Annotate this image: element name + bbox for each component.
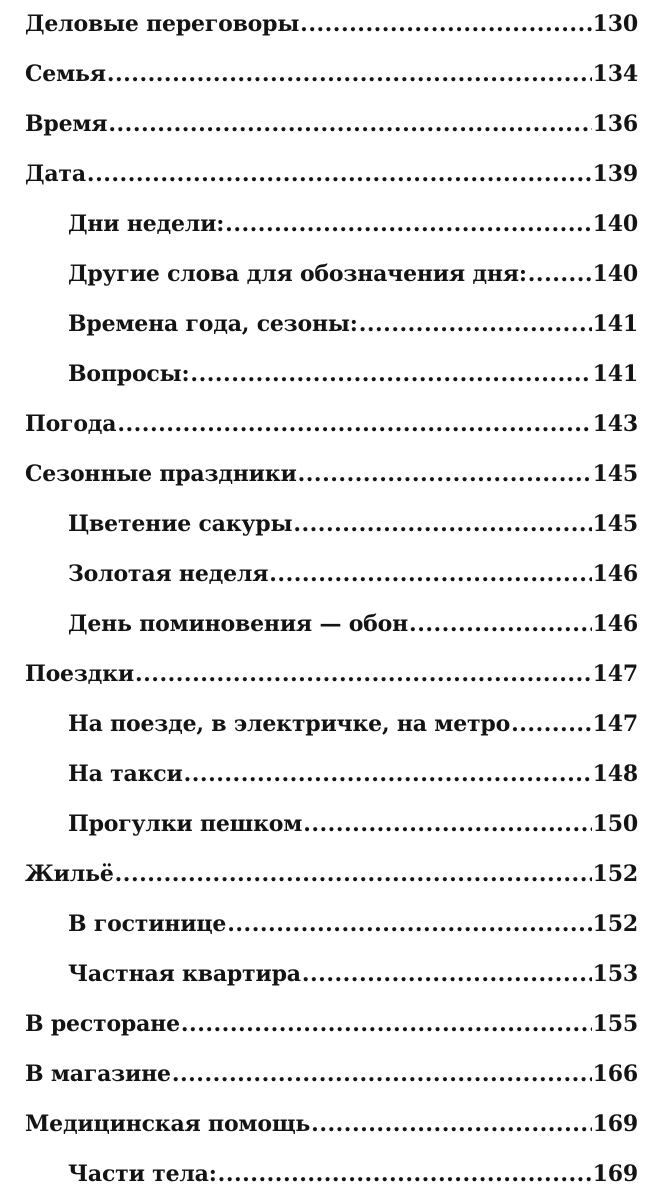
dot-leader — [302, 954, 592, 994]
toc-subentry — [0, 554, 658, 604]
toc-entry — [0, 4, 658, 54]
toc-entry-page: 147 — [592, 711, 638, 737]
toc-entry-page: 153 — [592, 961, 638, 987]
toc-entry — [0, 404, 658, 454]
dot-leader — [303, 804, 591, 844]
dot-leader — [225, 204, 592, 244]
toc-subentry — [0, 704, 658, 754]
toc-entry-title: На поезде, в электричке, на метро — [68, 711, 511, 737]
toc-subentry — [0, 204, 658, 254]
dot-leader — [359, 304, 592, 344]
toc-entry-page: 143 — [592, 411, 638, 437]
toc-entry-page: 152 — [592, 911, 638, 937]
dot-leader — [269, 554, 591, 594]
toc-entry-page: 169 — [592, 1161, 638, 1187]
toc-subentry — [0, 954, 658, 1004]
toc-entry — [0, 454, 658, 504]
toc-entry-title: Деловые переговоры — [25, 11, 300, 37]
toc-entry — [0, 1104, 658, 1154]
toc-entry-title: Частная квартира — [68, 961, 301, 987]
toc-entry — [0, 654, 658, 704]
dot-leader — [108, 104, 591, 144]
dot-leader — [218, 1154, 592, 1194]
toc-entry-title: На такси — [68, 761, 183, 787]
toc-entry-title: День поминовения — обон — [68, 611, 409, 637]
toc-entry-title: Жильё — [25, 861, 114, 887]
toc-entry-page: 134 — [592, 61, 638, 87]
toc-entry-title: Сезонные праздники — [25, 461, 297, 487]
toc-entry-page: 146 — [592, 611, 638, 637]
dot-leader — [190, 354, 591, 394]
toc-entry-title: Прогулки пешком — [68, 811, 303, 837]
toc-entry — [0, 1004, 658, 1054]
toc-entry-page: 148 — [592, 761, 638, 787]
toc-entry-title: Вопросы: — [68, 361, 190, 387]
toc-subentry — [0, 804, 658, 854]
toc-entry — [0, 854, 658, 904]
toc-entry-page: 140 — [592, 261, 638, 287]
toc-entry-page: 140 — [592, 211, 638, 237]
toc-subentry — [0, 604, 658, 654]
toc-entry-title: Медицинская помощь — [25, 1111, 311, 1137]
dot-leader — [107, 54, 592, 94]
toc-entry-title: Время — [25, 111, 108, 137]
toc-entry-page: 166 — [592, 1061, 638, 1087]
dot-leader — [311, 1104, 592, 1144]
toc-subentry — [0, 254, 658, 304]
toc-subentry — [0, 504, 658, 554]
toc-subentry — [0, 354, 658, 404]
toc-subentry — [0, 1154, 658, 1204]
toc-entry-page: 130 — [592, 11, 638, 37]
toc-entry-page: 139 — [592, 161, 638, 187]
toc-entry — [0, 54, 658, 104]
toc-entry-title: Дата — [25, 161, 86, 187]
toc-entry-title: Части тела: — [68, 1161, 217, 1187]
dot-leader — [117, 404, 591, 444]
toc-entry — [0, 154, 658, 204]
toc-entry-title: Дни недели: — [68, 211, 225, 237]
toc-entry-title: В ресторане — [25, 1011, 180, 1037]
toc-entry-page: 146 — [592, 561, 638, 587]
toc-entry-title: Времена года, сезоны: — [68, 311, 358, 337]
dot-leader — [87, 154, 592, 194]
toc-entry-title: В гостинице — [68, 911, 227, 937]
toc-entry-page: 141 — [592, 311, 638, 337]
toc-entry — [0, 1054, 658, 1104]
dot-leader — [181, 1004, 592, 1044]
dot-leader — [172, 1054, 592, 1094]
dot-leader — [293, 504, 591, 544]
toc-entry-page: 152 — [592, 861, 638, 887]
toc-entry-page: 155 — [592, 1011, 638, 1037]
toc-entry-title: Другие слова для обозначения дня: — [68, 261, 527, 287]
dot-leader — [528, 254, 592, 294]
toc-entry-title: Цветение сакуры — [68, 511, 293, 537]
dot-leader — [184, 754, 592, 794]
table-of-contents — [0, 4, 658, 1204]
toc-subentry — [0, 904, 658, 954]
toc-entry-page: 169 — [592, 1111, 638, 1137]
toc-entry-title: В магазине — [25, 1061, 171, 1087]
toc-entry-page: 136 — [592, 111, 638, 137]
toc-entry-page: 145 — [592, 461, 638, 487]
toc-entry-title: Поездки — [25, 661, 134, 687]
dot-leader — [511, 704, 592, 744]
toc-entry-title: Семья — [25, 61, 106, 87]
toc-subentry — [0, 304, 658, 354]
toc-entry-title: Золотая неделя — [68, 561, 269, 587]
dot-leader — [115, 854, 592, 894]
toc-subentry — [0, 754, 658, 804]
toc-entry — [0, 104, 658, 154]
toc-entry-page: 141 — [592, 361, 638, 387]
dot-leader — [300, 4, 592, 44]
toc-entry-title: Погода — [25, 411, 117, 437]
toc-entry-page: 150 — [592, 811, 638, 837]
toc-entry-page: 145 — [592, 511, 638, 537]
dot-leader — [409, 604, 592, 644]
dot-leader — [227, 904, 591, 944]
toc-entry-page: 147 — [592, 661, 638, 687]
dot-leader — [298, 454, 592, 494]
dot-leader — [135, 654, 592, 694]
